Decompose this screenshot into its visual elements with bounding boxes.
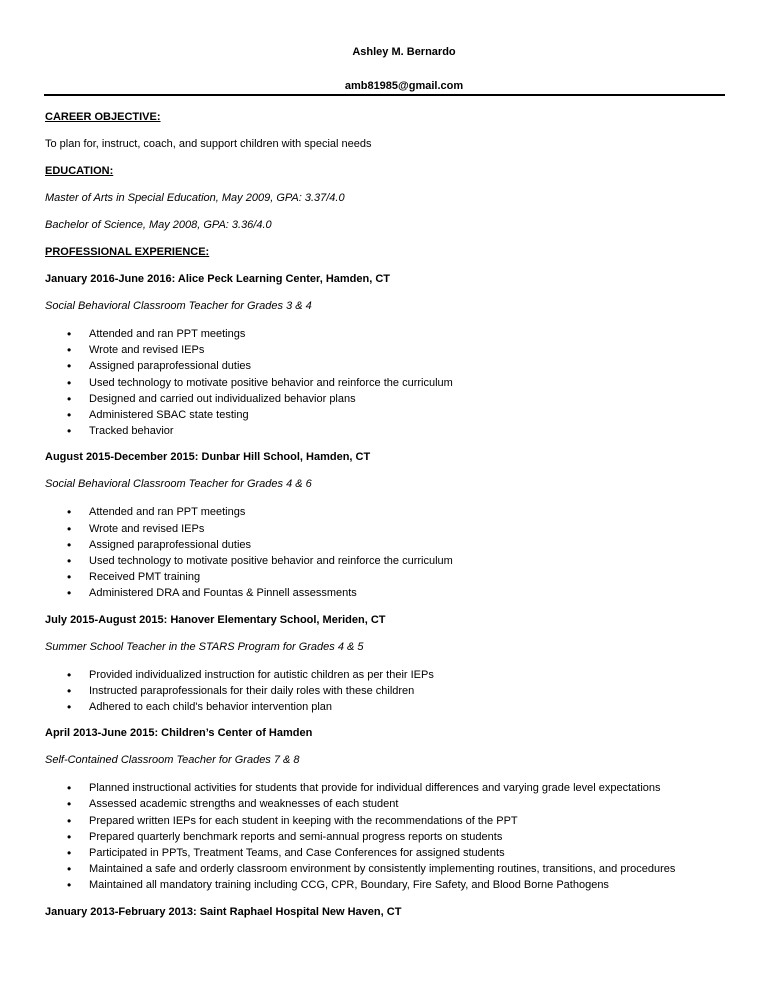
list-item: • Tracked behavior: [45, 423, 735, 439]
list-item: • Assigned paraprofessional duties: [45, 537, 735, 553]
list-item: • Wrote and revised IEPs: [45, 342, 735, 358]
list-item: • Provided individualized instruction for autistic children as per their IEPs: [45, 667, 735, 683]
list-item: • Prepared written IEPs for each student in keeping with the recommendations of the PPT: [45, 813, 735, 829]
job-role: Self-Contained Classroom Teacher for Grades 7 & 8: [45, 754, 300, 767]
job-role: Social Behavioral Classroom Teacher for Grades 3 & 4: [45, 300, 312, 312]
job-title: April 2013-June 2015: Children’s Center of Hamden: [45, 727, 313, 740]
list-item: • Instructed paraprofessionals for their daily roles with these children: [45, 683, 735, 699]
list-item: • Assessed academic strengths and weaknesses of each student: [45, 796, 735, 812]
list-item: • Maintained a safe and orderly classroom environment by consistently implementing routines, transitions, and procedures: [45, 861, 735, 877]
job-title: January 2016-June 2016: Alice Peck Learning Center, Hamden, CT: [45, 273, 391, 285]
list-item: • Wrote and revised IEPs: [45, 521, 735, 537]
list-item: • Attended and ran PPT meetings: [45, 504, 735, 520]
list-item: • Maintained all mandatory training including CCG, CPR, Boundary, Fire Safety, and Blood Borne Pathogens: [45, 877, 735, 893]
candidate-email: amb81985@gmail.com: [344, 80, 464, 92]
education-heading: EDUCATION:: [45, 165, 114, 177]
header-divider: [44, 94, 725, 96]
objective-heading: CAREER OBJECTIVE:: [45, 111, 161, 123]
candidate-name: Ashley M. Bernardo: [352, 46, 456, 58]
list-item: • Designed and carried out individualized behavior plans: [45, 391, 735, 407]
job-title: January 2013-February 2013: Saint Raphael Hospital New Haven, CT: [45, 905, 402, 918]
job-title: July 2015-August 2015: Hanover Elementary School, Meriden, CT: [45, 613, 386, 626]
education-item: Bachelor of Science, May 2008, GPA: 3.36/4.0: [45, 219, 272, 231]
list-item: • Administered DRA and Fountas & Pinnell assessments: [45, 585, 735, 601]
list-item: • Prepared quarterly benchmark reports and semi-annual progress reports on students: [45, 829, 735, 845]
resume-body: [45, 110, 735, 932]
list-item: • Attended and ran PPT meetings: [45, 326, 735, 342]
list-item: • Assigned paraprofessional duties: [45, 358, 735, 374]
list-item: • Received PMT training: [45, 569, 735, 585]
job-role: Social Behavioral Classroom Teacher for Grades 4 & 6: [45, 478, 312, 491]
list-item: • Administered SBAC state testing: [45, 407, 735, 423]
job-duties-list: [45, 667, 735, 716]
job-duties-list: [45, 780, 735, 893]
list-item: • Used technology to motivate positive behavior and reinforce the curriculum: [45, 553, 735, 569]
list-item: • Planned instructional activities for students that provide for individual differences and varying grade level expectations: [45, 780, 735, 796]
list-item: • Participated in PPTs, Treatment Teams, and Case Conferences for assigned students: [45, 845, 735, 861]
job-duties-list: [45, 504, 735, 601]
list-item: • Adhered to each child's behavior intervention plan: [45, 699, 735, 715]
list-item: • Used technology to motivate positive behavior and reinforce the curriculum: [45, 375, 735, 391]
objective-text: To plan for, instruct, coach, and support children with special needs: [45, 138, 372, 150]
job-title: August 2015-December 2015: Dunbar Hill School, Hamden, CT: [45, 451, 371, 464]
job-duties-list: [45, 326, 735, 439]
education-item: Master of Arts in Special Education, May 2009, GPA: 3.37/4.0: [45, 192, 345, 204]
job-role: Summer School Teacher in the STARS Program for Grades 4 & 5: [45, 640, 364, 653]
experience-heading: PROFESSIONAL EXPERIENCE:: [45, 246, 210, 258]
